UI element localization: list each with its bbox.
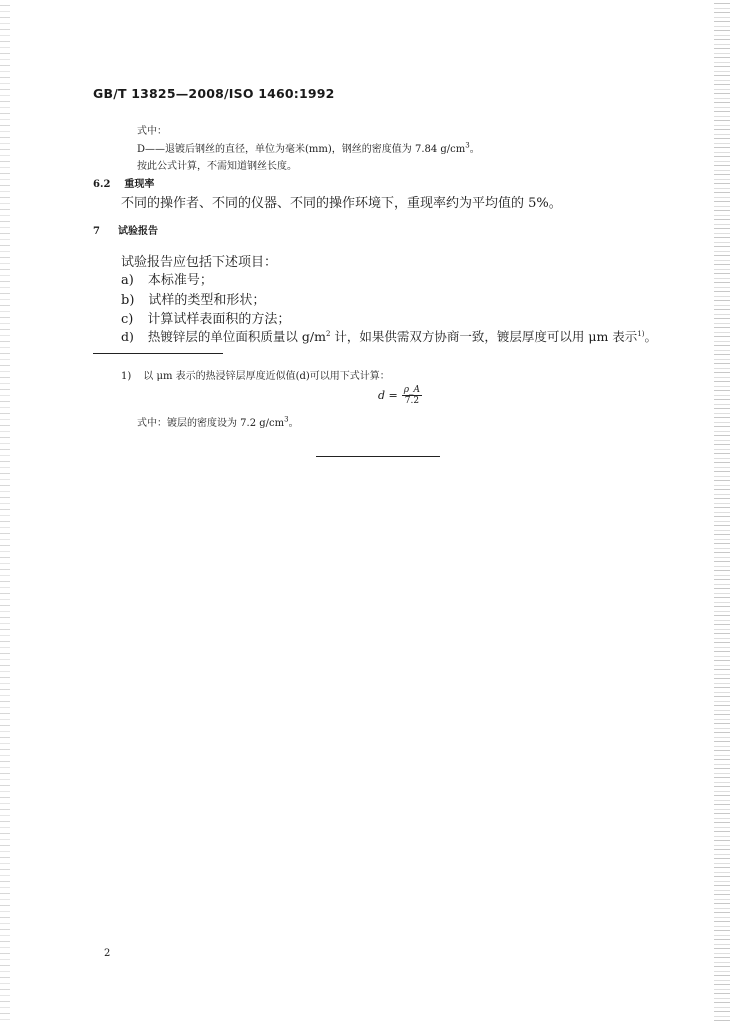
- footnote-text: 1) 以 μm 表示的热浸锌层厚度近似值(d)可以用下式计算：: [121, 371, 390, 382]
- section-6-2-text: 不同的操作者、不同的仪器、不同的操作环境下，重现率约为平均值的 5%。: [121, 196, 562, 211]
- where-label: 式中：: [137, 126, 167, 137]
- section-7-intro: 试验报告应包括下述项目：: [121, 255, 278, 270]
- formula-note: 按此公式计算，不需知道钢丝长度。: [137, 161, 297, 172]
- list-item: d) 热镀锌层的单位面积质量以 $g/m^2$ 计，如果供需双方协商一致，镀层厚度可以用 μm 表示$^{1)}$。: [121, 329, 658, 344]
- page-header-standard-id: GB/T 13825—2008/ISO 1460:1992: [93, 86, 335, 101]
- list-item: b) 试样的类型和形状；: [121, 293, 266, 308]
- footnote-formula: d = $\frac{\rho\_A}{7.2}$: [378, 385, 421, 406]
- list-item: c) 计算试样表面积的方法；: [121, 312, 291, 327]
- list-item: a) 本标准号；: [121, 273, 213, 288]
- scan-edge-left: [0, 0, 10, 1024]
- page-number: 2: [104, 948, 111, 959]
- footnote-where: 式中：镀层的密度设为 7.2 $g/cm^3$。: [137, 415, 299, 429]
- scan-edge-right: [714, 0, 730, 1024]
- formula-denominator: 7.2: [404, 396, 420, 406]
- d-definition: D——退镀后钢丝的直径，单位为毫米(mm)，钢丝的密度值为 7.84 $g/cm^3$。: [137, 141, 480, 155]
- end-of-text-rule: [316, 456, 440, 457]
- section-6-2-heading: 6.2 重现率: [93, 179, 155, 190]
- footnote-separator: [93, 353, 223, 354]
- formula-numerator: ρ_A: [403, 385, 421, 395]
- section-7-heading: 7 试验报告: [93, 226, 158, 237]
